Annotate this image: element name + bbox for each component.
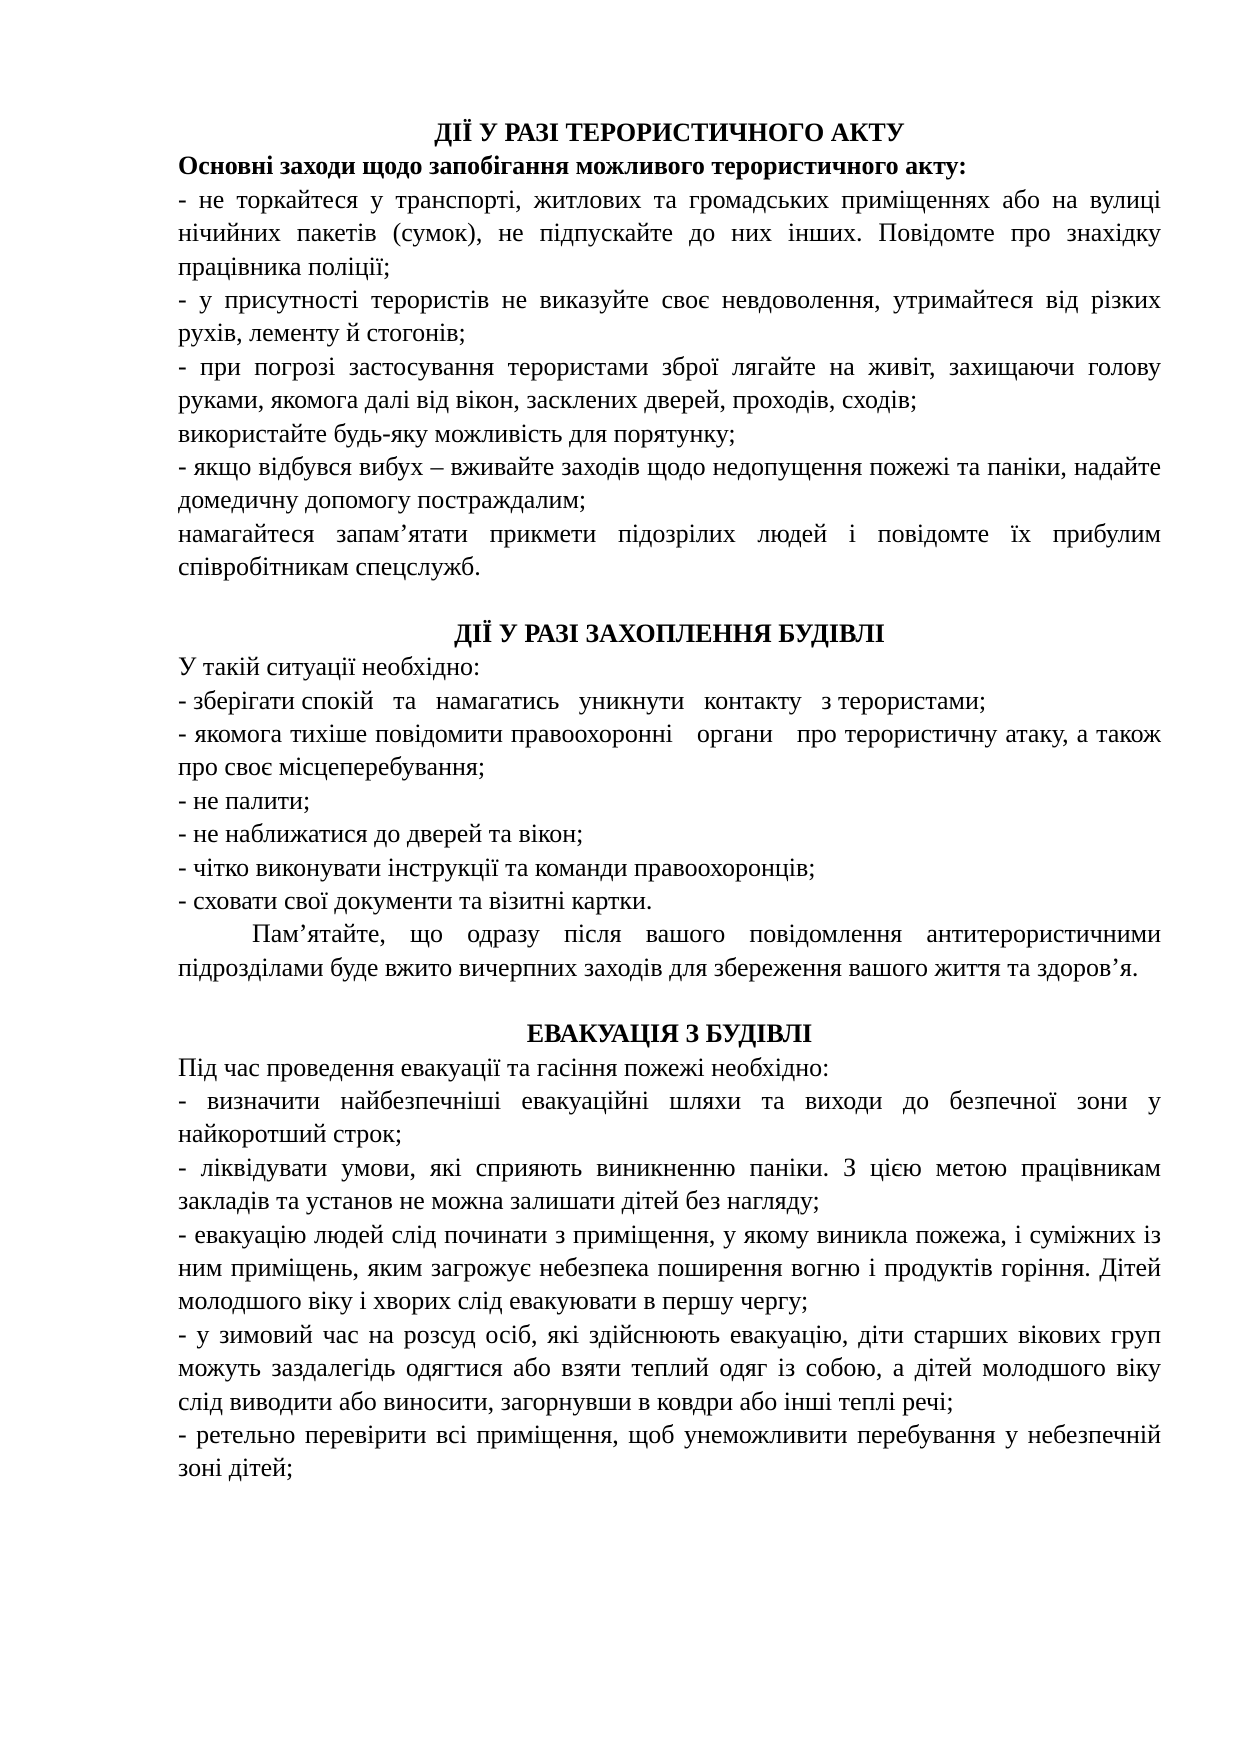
list-item: використайте будь-яку можливість для порятунку; xyxy=(178,418,736,448)
section-evacuation xyxy=(178,1017,1161,1485)
list-item: - не торкайтеся у транспорті, житлових та громадських приміщеннях або на вулиці нічийних пакетів (сумок), не підпускайте до них інших. Повідомте про знахідку працівника поліції; xyxy=(178,184,1161,281)
section-title: ДІЇ У РАЗІ ТЕРОРИСТИЧНОГО АКТУ xyxy=(434,118,905,147)
list-item: - сховати свої документи та візитні картки. xyxy=(178,885,653,915)
section-title: ЕВАКУАЦІЯ З БУДІВЛІ xyxy=(526,1019,813,1049)
list-item: - у зимовий час на розсуд осіб, які здійснюють евакуацію, діти старших вікових груп можуть заздалегідь одягтися або взяти теплий одяг із собою, а дітей молодшого віку слід виводити або виносити, загорнувши в ковдри або інші теплі речі; xyxy=(178,1319,1161,1416)
section-note: Пам’ятайте, що одразу після вашого повідомлення антитерористичними підрозділами буде вжито вичерпних заходів для збереження вашого життя та здоров’я. xyxy=(178,919,1161,982)
section-intro: Під час проведення евакуації та гасіння пожежі необхідно: xyxy=(178,1052,830,1082)
list-item: - не палити; xyxy=(178,785,311,815)
list-item: - не наближатися до дверей та вікон; xyxy=(178,819,584,849)
list-item: - визначити найбезпечніші евакуаційні шляхи та виходи до безпечної зони у найкоротший строк; xyxy=(178,1085,1161,1149)
list-item: - зберігати спокій та намагатись уникнути контакту з терористами; xyxy=(178,685,987,715)
document-page xyxy=(178,116,1168,1485)
list-item: - якщо відбувся вибух – вживайте заходів щодо недопущення пожежі та паніки, надайте домедичну допомогу постраждалим; xyxy=(178,452,1161,515)
list-item: - чітко виконувати інструкції та команди правоохоронців; xyxy=(178,852,816,882)
section-spacer xyxy=(178,584,1161,617)
section-spacer xyxy=(178,984,1161,1017)
list-item: - ретельно перевірити всі приміщення, щоб унеможливити перебування у небезпечній зоні дітей; xyxy=(178,1420,1161,1483)
section-terrorist-act xyxy=(178,116,1161,584)
list-item: - евакуацію людей слід починати з приміщення, у якому виникла пожежа, і суміжних із ним приміщень, яким загрожує небезпека поширення вогню і продуктів горіння. Дітей молодшого віку і хворих слід евакуювати в першу чергу; xyxy=(178,1219,1161,1316)
list-item: - при погрозі застосування терористами зброї лягайте на живіт, захищаючи голову руками, якомога далі від вікон, засклених дверей, проходів, сходів; xyxy=(178,351,1161,415)
section-intro: У такій ситуації необхідно: xyxy=(178,652,481,682)
section-title: ДІЇ У РАЗІ ЗАХОПЛЕННЯ БУДІВЛІ xyxy=(454,618,885,648)
section-building-seizure xyxy=(178,617,1168,984)
list-item: - у присутності терористів не виказуйте своє невдоволення, утримайтеся від різких рухів, лементу й стогонів; xyxy=(178,285,1161,348)
section-subtitle: Основні заходи щодо запобігання можливого терористичного акту: xyxy=(178,151,967,181)
list-item: намагайтеся запам’ятати прикмети підозрілих людей і повідомте їх прибулим співробітникам спецслужб. xyxy=(178,518,1161,582)
list-item: - ліквідувати умови, які сприяють виникненню паніки. З цією метою працівникам закладів та установ не можна залишати дітей без нагляду; xyxy=(178,1152,1161,1216)
list-item: - якомога тихіше повідомити правоохоронні органи про терористичну атаку, а також про своє місцеперебування; xyxy=(178,718,1168,782)
